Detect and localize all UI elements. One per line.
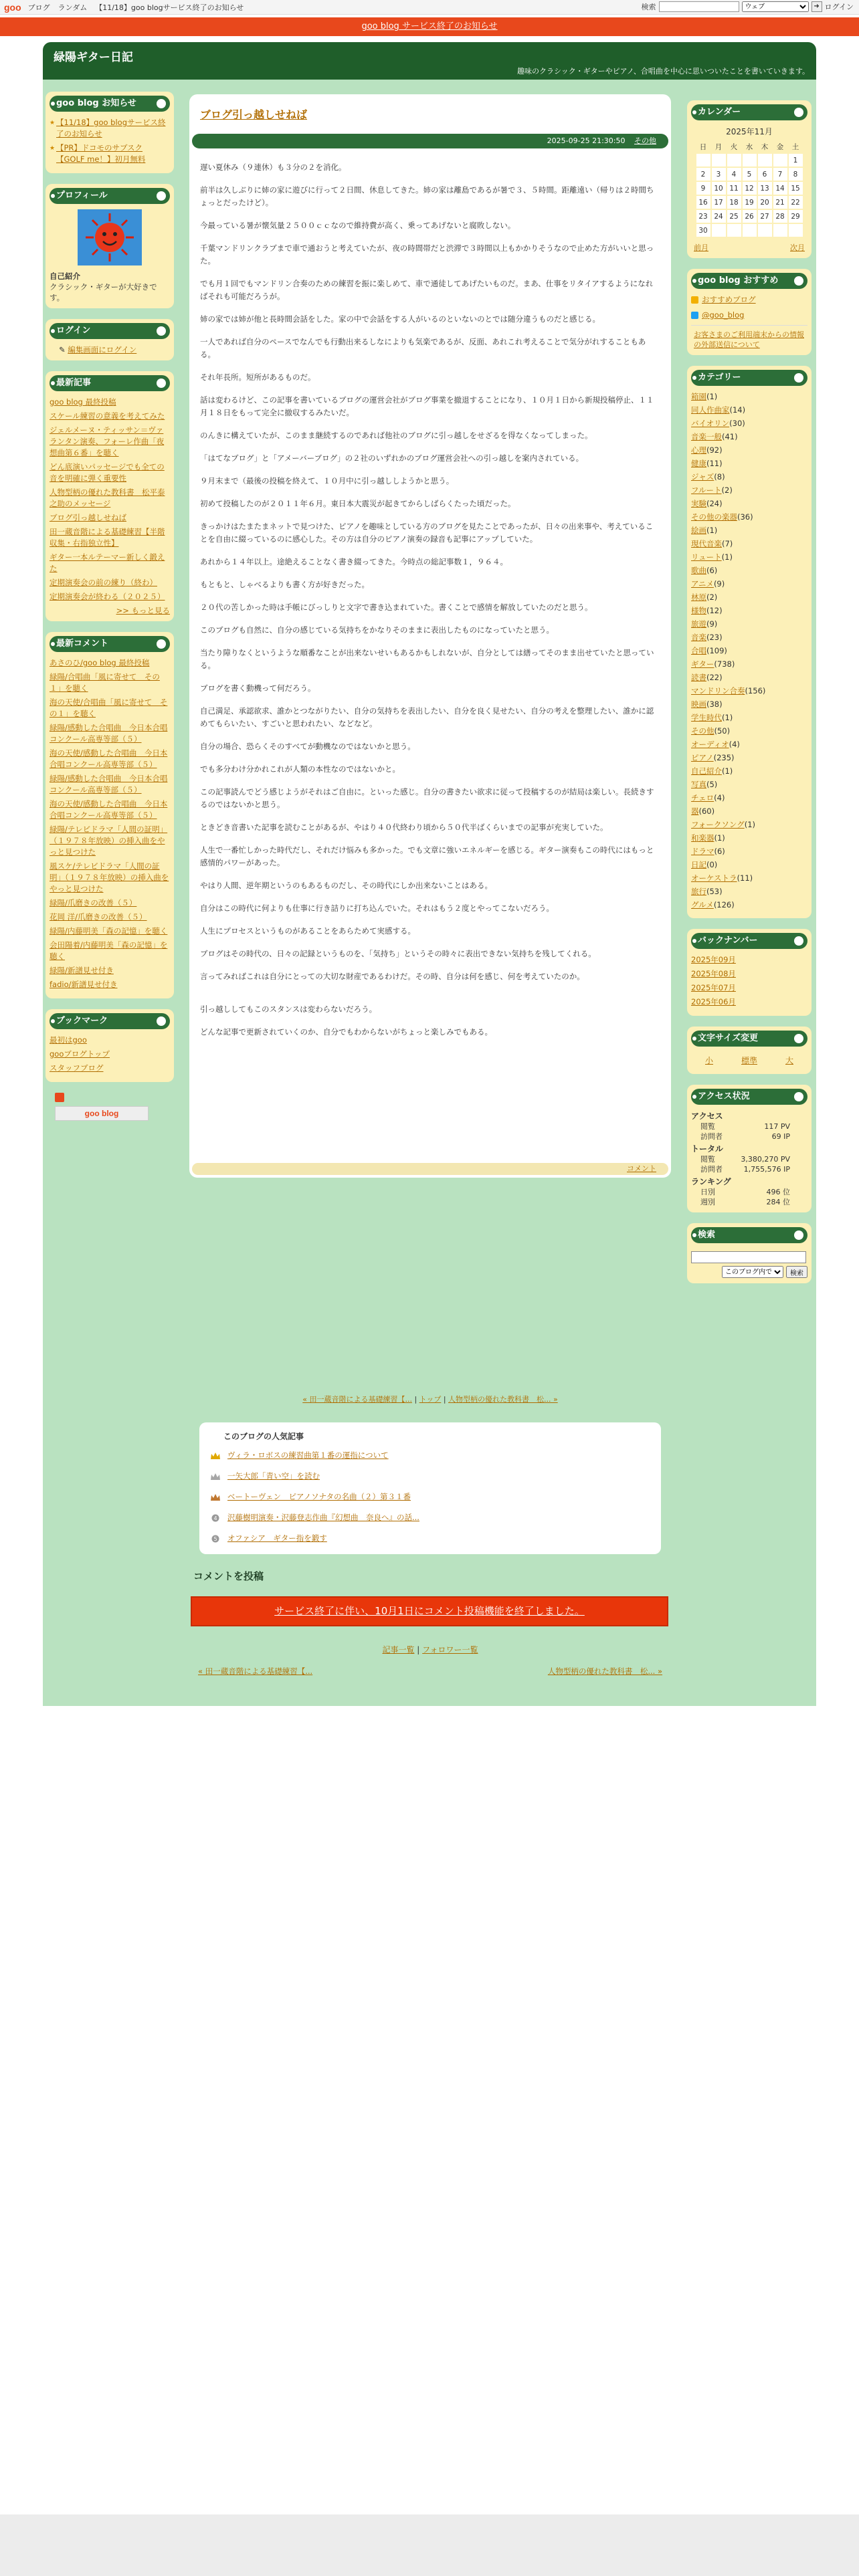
post-paragraph: 前半は久しぶりに姉の家に遊びに行って２日間、休息してきた。姉の家は離島であるが暑で３、５時間。距離遠い（帰りは２時間ちょっとだったけど）。 (200, 185, 654, 207)
category-heading: カテゴリー (691, 370, 807, 386)
post-paragraph: でも多分わけ分かれこれが人類の本性なのではないかと。 (200, 764, 400, 774)
category-item[interactable]: 歌曲(6) (691, 566, 718, 575)
recent-comments-box (45, 632, 174, 998)
category-item[interactable]: ピアノ(235) (691, 753, 735, 762)
category-item[interactable]: オーディオ(4) (691, 740, 740, 749)
svg-text:4: 4 (213, 1515, 217, 1521)
external-info-note[interactable]: お客さまのご利用端末からの情報の外部送信について (691, 325, 807, 350)
comment-item[interactable]: 緑陽/爪磨きの改善（５） (50, 898, 137, 907)
comment-item[interactable]: 緑陽/新譜見せ付き (50, 966, 114, 975)
topbar-search (642, 1, 854, 12)
profile-label: 自己紹介 (50, 272, 80, 281)
login-heading: ログイン (50, 323, 170, 339)
topbar-search-scope[interactable] (742, 1, 809, 12)
category-item[interactable]: ギター(738) (691, 659, 735, 669)
category-item[interactable]: 日記(0) (691, 860, 718, 869)
recent-post-item[interactable]: スケール練習の意義を考えてみた (50, 411, 165, 421)
popular-posts (199, 1422, 661, 1554)
calendar-day[interactable]: 13 (757, 181, 773, 195)
category-item[interactable]: 実験(24) (691, 499, 723, 508)
news-heading: goo blog お知らせ (50, 96, 170, 112)
popular-item[interactable]: 4 沢藤樹明演奏・沢藤登志作曲『幻想曲 奈良へ』の話... (210, 1512, 650, 1523)
bottom-prev-link[interactable]: « 田一蔵音階による基礎練習【... (198, 1667, 313, 1676)
comment-item[interactable]: 海の天使/感動した合唱曲 今日本合唱コンクール高専等部（５） (50, 748, 168, 769)
left-sidebar (45, 92, 174, 1121)
article-list-link[interactable]: 記事一覧 (382, 1645, 415, 1654)
calendar-day (773, 153, 788, 167)
calendar-box (687, 100, 812, 258)
next-post-link[interactable]: 人物型柄の優れた教科書 松... » (448, 1395, 558, 1404)
top-bar (0, 0, 859, 15)
post-footer (192, 1163, 668, 1175)
popular-item[interactable]: 5 オファシア ギター指を鍛す (210, 1533, 650, 1544)
fontsize-box (687, 1027, 812, 1074)
post-meta (192, 134, 668, 148)
svg-text:5: 5 (213, 1535, 217, 1542)
post-paragraph: きっかけはたまたまネットで見つけた、ピアノを趣味としている方のブログを見たことであったが、日々の出来事や、考えていることを自由に綴っているのに感心した。その方は自分のピアノ演奏の録音も記事にアップしていた。 (200, 522, 654, 544)
topbar-link-random[interactable]: ランダム (58, 3, 88, 12)
recent-post-item[interactable]: ブログ引っ越しせねば (50, 513, 126, 522)
calendar-day (727, 153, 742, 167)
category-item[interactable]: 写真(5) (691, 780, 718, 789)
calendar-day[interactable]: 29 (788, 209, 803, 223)
recommend-box (687, 269, 812, 355)
access-subheading: アクセス (691, 1111, 723, 1121)
category-item[interactable]: フルート(2) (691, 486, 733, 495)
calendar-weekday: 月 (714, 143, 723, 151)
category-item[interactable]: 健康(11) (691, 459, 723, 468)
goo-blog-badge[interactable]: goo blog (55, 1106, 149, 1121)
category-item[interactable]: 合唱(109) (691, 646, 727, 655)
news-item[interactable]: ★ 【11/18】goo blogサービス終了のお知らせ (50, 117, 170, 140)
calendar-day (757, 153, 773, 167)
ranking-row: 週別 284 位 (700, 1198, 790, 1206)
comment-item[interactable]: 緑陽/内藤明美「森の記憶」を聴く (50, 926, 168, 936)
post-paragraph: あれから１４年以上。途絶えることなく書き綴ってきた。今時点の総記事数１，９６４。 (200, 557, 508, 566)
post-navigation: « 田一蔵音階による基礎練習【... | トップ | 人物型柄の優れた教科書 松... » (302, 1395, 558, 1404)
post-category-link[interactable]: その他 (634, 136, 656, 145)
news-box (45, 92, 174, 173)
login-row (50, 344, 170, 355)
backnumber-item[interactable]: 2025年09月 (691, 955, 736, 964)
category-item[interactable]: 映画(38) (691, 700, 723, 709)
search-heading: 検索 (691, 1227, 807, 1243)
topbar-link-blog[interactable]: ブログ (27, 3, 50, 12)
category-item[interactable]: グルメ(126) (691, 900, 735, 909)
calendar-weekday: 金 (776, 143, 784, 151)
recommend-item[interactable]: おすすめブログ (691, 294, 807, 306)
bookmark-item[interactable]: 最初はgoo (50, 1035, 87, 1045)
recent-post-item[interactable]: ギター一本ルテーマー新しく鍛えた (50, 552, 165, 573)
backnumber-item[interactable]: 2025年06月 (691, 997, 736, 1006)
category-item[interactable]: アニメ(9) (691, 579, 725, 588)
category-item[interactable]: 器(60) (691, 807, 715, 816)
access-row: 閲覧 117 PV (700, 1122, 790, 1131)
calendar-weekday: 木 (761, 143, 769, 151)
post-paragraph: それ年長所。短所があるものだ。 (200, 372, 316, 382)
popular-item[interactable]: ベートーヴェン ピアノソナタの名曲（２）第３１番 (210, 1491, 650, 1503)
category-item[interactable]: 読書(22) (691, 673, 723, 682)
recent-post-item[interactable]: 人物型柄の優れた教科書 松平泰之助のメッセージ (50, 488, 165, 508)
calendar-day[interactable]: 3 (711, 167, 727, 181)
category-item[interactable]: 旅遊(9) (691, 619, 718, 629)
post-paragraph: 千葉マンドリンクラブまで車で通おうと考えていたが、夜の時間帯だと渋滞で３時間以上もかかりそうなので止めた方がいいと思った。 (200, 243, 654, 265)
category-item[interactable]: その他の楽器(36) (691, 512, 753, 522)
gold-crown-icon (210, 1452, 221, 1460)
post-paragraph: 「はてなブログ」と「アメーバーブログ」の２社のいずれかのブログ運営会社への引っ越しを案内されている。 (200, 453, 584, 463)
article (189, 94, 671, 1178)
post-paragraph: ２０代の苦しかった時は手帳にびっしりと文字で書き込まれていた。書くことで感情を解放していたのだと思う。 (200, 603, 593, 612)
post-paragraph: 自分の場合、恐らくそのすべてが動機なのではないかと思う。 (200, 742, 415, 751)
category-item[interactable]: オーケストラ(11) (691, 873, 753, 883)
post-paragraph: でも月１回でもマンドリン合奏のための練習を振に楽しめて、車で通徒してあげたいものだ。まあ、仕事をリタイアするようになればそれも可能だろうが。 (200, 279, 654, 301)
calendar-weekday: 水 (745, 143, 753, 151)
post-paragraph: ときどき音書いた記事を読むことがあるが、やはり４０代終わり頃から５０代半ばくらいまでの記事が充実していた。 (200, 823, 608, 832)
pencil-icon: ✎ (59, 345, 66, 354)
search-box (687, 1223, 812, 1283)
post-title[interactable]: ブログ引っ越しせねば (200, 108, 308, 121)
calendar-day[interactable]: 14 (773, 181, 788, 195)
calendar-day[interactable]: 17 (711, 195, 727, 209)
post-datetime: 2025-09-25 21:30:50 (547, 136, 626, 145)
calendar-day[interactable]: 5 (742, 167, 757, 181)
calendar-day[interactable]: 15 (788, 181, 803, 195)
calendar-day[interactable]: 16 (696, 195, 711, 209)
rss-icon[interactable] (55, 1093, 64, 1102)
calendar-day[interactable]: 30 (696, 223, 711, 237)
category-item[interactable]: リュート(1) (691, 552, 733, 562)
topbar-search-input[interactable] (659, 1, 739, 12)
fontsize-heading: 文字サイズ変更 (691, 1031, 807, 1047)
comment-item[interactable]: 緑陽/テレビドラマ「人間の証明」（１９７８年放映）の挿入曲をやっと見つけた (50, 825, 168, 857)
blog-search-scope[interactable] (722, 1266, 783, 1278)
calendar-day (727, 223, 742, 237)
category-item[interactable]: バイオリン(30) (691, 419, 745, 428)
right-sidebar (687, 100, 812, 1294)
category-item[interactable]: 音楽(23) (691, 633, 723, 642)
calendar-table (695, 141, 804, 238)
top-link[interactable]: トップ (419, 1395, 442, 1404)
calendar-day (711, 223, 727, 237)
post-paragraph: この記事読んでどう感じようがそれはご自由に。といった感じ。自分の書きたい欲求に従って投稿するのが結局は楽しい。長続きするのではないかと思う。 (200, 787, 654, 809)
calendar-day (696, 153, 711, 167)
category-item[interactable]: 様物(12) (691, 606, 723, 615)
topbar-search-label: 検索 (641, 3, 656, 11)
login-box (45, 319, 174, 360)
service-end-banner (0, 17, 859, 36)
calendar-day[interactable]: 4 (727, 167, 742, 181)
calendar-weekday: 日 (699, 143, 707, 151)
fontsize-normal[interactable]: 標準 (741, 1056, 757, 1065)
comment-form-heading: コメントを投稿 (193, 1570, 264, 1582)
calendar-day (788, 223, 803, 237)
bookmark-heading: ブックマーク (50, 1013, 170, 1029)
news-item[interactable]: ★ 【PR】ドコモのサブスク【GOLF me！】初月無料 (50, 142, 170, 165)
ranking-row: 日別 496 位 (700, 1188, 790, 1196)
bulb-icon (691, 296, 698, 304)
recent-posts-box (45, 371, 174, 621)
blog-description: 趣味のクラシック・ギターやピアノ、合唱曲を中心に思いついたことを書いていきます。 (516, 67, 809, 76)
blog-search-button[interactable]: 検索 (786, 1266, 807, 1278)
post-paragraph: 当たり障りなくというような順番なことが出来ないせいもあるかもしれないが、自分としては繕ってそのまま出せていたと思っている。 (200, 648, 654, 670)
total-subheading: トータル (691, 1144, 724, 1154)
bookmark-item[interactable]: gooブログトップ (50, 1049, 110, 1059)
calendar-day[interactable]: 20 (757, 195, 773, 209)
recent-post-item[interactable]: ジェルメーヌ・ティッサン＝ヴァランタン演奏、フォーレ作曲「夜想曲第６番」を聴く (50, 425, 165, 457)
comment-item[interactable]: 花岡 洋/爪磨きの改善（５） (50, 912, 147, 922)
category-item[interactable]: 和楽器(1) (691, 833, 725, 843)
topbar-link-notice[interactable]: 【11/18】goo blogサービス終了のお知らせ (95, 3, 244, 12)
post-comment-link[interactable]: コメント (627, 1164, 656, 1173)
sun-face-icon (83, 212, 136, 263)
category-item[interactable]: その他(50) (691, 726, 731, 736)
calendar-day (773, 223, 788, 237)
blog-search-input[interactable] (691, 1251, 806, 1263)
post-paragraph: ブログはその時代の、日々の記録というものを、「気持ち」というその時々に表出できない気持ちを残してくれる。 (200, 949, 596, 958)
list-navigation: 記事一覧 | フォロワー一覧 (382, 1645, 478, 1654)
post-paragraph: 引っ越ししてもこのスタンスは変わらないだろう。 (200, 1004, 377, 1014)
post-paragraph: 人生で一番忙しかった時代だし、それだけ悩みも多かった。でも文章に強いエネルギーを感じる。ギター演奏もこの時代にはもっと感情的パワーがあった。 (200, 845, 654, 867)
category-item[interactable]: 自己紹介(1) (691, 766, 733, 776)
recent-post-item[interactable]: 定期演奏会の前の練り（終わ） (50, 578, 157, 587)
category-item[interactable]: チェロ(4) (691, 793, 725, 802)
topbar-login[interactable]: ログイン (824, 3, 854, 11)
category-item[interactable]: 林原(2) (691, 593, 718, 602)
bottom-next-link[interactable]: 人物型柄の優れた教科書 松... » (547, 1667, 662, 1676)
page-footer-area (0, 2514, 859, 2576)
calendar-month: 2025年11月 (726, 127, 773, 136)
category-item[interactable]: 箱園(1) (691, 392, 718, 401)
comment-item[interactable]: fadio/新譜見せ付き (50, 980, 118, 989)
blog-header (43, 42, 816, 80)
blog-title[interactable]: 緑陽ギター日記 (54, 51, 133, 64)
calendar-day[interactable]: 10 (711, 181, 727, 195)
post-paragraph: もともと、しゃべるよりも書く方が好きだった。 (200, 580, 369, 589)
calendar-day (757, 223, 773, 237)
category-item[interactable]: 旅行(53) (691, 887, 723, 896)
recent-post-item[interactable]: どん底演いパッセージでも全ての音を明確に弾く重要性 (50, 462, 165, 483)
category-item[interactable]: 音楽一般(41) (691, 432, 738, 441)
recent-post-item[interactable]: 田一蔵音階による基礎練習【半階収集・右指独立性】 (50, 527, 165, 548)
calendar-day[interactable]: 1 (788, 153, 803, 167)
recent-post-item[interactable]: 定期演奏会が終わる（２０２５） (50, 592, 165, 601)
follower-list-link[interactable]: フォロワー一覧 (422, 1645, 478, 1654)
recommend-heading: goo blog おすすめ (691, 273, 807, 289)
calendar-day[interactable]: 27 (757, 209, 773, 223)
search-icon[interactable]: ➜ (812, 1, 822, 12)
category-item[interactable]: 絵画(1) (691, 526, 718, 535)
calendar-day[interactable]: 8 (788, 167, 803, 181)
calendar-day[interactable]: 26 (742, 209, 757, 223)
comment-item[interactable]: 海の天使/感動した合唱曲 今日本合唱コンクール高専等部（５） (50, 799, 168, 820)
total-row: 閲覧 3,380,270 PV (700, 1155, 790, 1164)
fontsize-large[interactable]: 大 (785, 1056, 793, 1065)
calendar-day (742, 153, 757, 167)
access-row: 訪問者 69 IP (700, 1132, 790, 1141)
silver-crown-icon (210, 1473, 221, 1481)
calendar-prev[interactable]: 前月 (694, 243, 708, 252)
recommend-item[interactable]: @goo_blog (691, 310, 807, 321)
post-paragraph: 自分はこの時代に何よりも仕事に行き詰りに打ち込んでいた。それはもう２度とやってこないだろう。 (200, 903, 554, 913)
comment-item[interactable]: あさのひ/goo blog 最終投稿 (50, 658, 150, 667)
calendar-day (711, 153, 727, 167)
prev-post-link[interactable]: « 田一蔵音階による基礎練習【... (302, 1395, 412, 1404)
profile-box (45, 184, 174, 308)
rank-4-icon (210, 1514, 221, 1522)
category-item[interactable]: ドラマ(6) (691, 847, 725, 856)
post-paragraph: 今最っている暑が懐気量２５００ｃｃなので維持費が高く、乗ってあげないと腐敗しない。 (200, 221, 516, 230)
bookmark-item[interactable]: スタッフブログ (50, 1063, 104, 1073)
ranking-subheading: ランキング (691, 1177, 731, 1186)
service-end-link[interactable]: goo blog サービス終了のお知らせ (361, 21, 498, 31)
post-paragraph: 初めて投稿したのが２０１１年６月。東日本大震災が起きてからしばらくたった頃だった。 (200, 499, 516, 508)
comment-item[interactable]: 緑陽/感動した合唱曲 今日本合唱コンクール高専等部（５） (50, 774, 168, 794)
calendar-day[interactable]: 9 (696, 181, 711, 195)
calendar-next[interactable]: 次月 (790, 243, 805, 252)
goo-logo[interactable]: goo (4, 1, 21, 13)
popular-item[interactable]: ヴィラ・ロボスの練習曲第１番の運指について (210, 1450, 650, 1461)
comment-item[interactable]: 海の天使/合唱曲「風に寄せて その１」を聴く (50, 697, 168, 718)
calendar-day (742, 223, 757, 237)
access-box (687, 1085, 812, 1212)
calendar-day[interactable]: 18 (727, 195, 742, 209)
category-item[interactable]: 心理(92) (691, 445, 723, 455)
backnumber-item[interactable]: 2025年07月 (691, 983, 736, 992)
calendar-day[interactable]: 11 (727, 181, 742, 195)
post-paragraph: のんきに構えていたが、このまま継続するのであれば他社のブログに引っ越しをせざるを得なくなってしまった。 (200, 431, 593, 440)
profile-heading: プロフィール (50, 188, 170, 204)
avatar (78, 209, 142, 265)
comments-closed-notice[interactable]: サービス終了に伴い、10月1日にコメント投稿機能を終了しました。 (191, 1596, 668, 1626)
total-row: 訪問者 1,755,576 IP (700, 1165, 790, 1174)
recent-heading: 最新記事 (50, 375, 170, 391)
category-item[interactable]: 現代音楽(7) (691, 539, 733, 548)
category-item[interactable]: 学生時代(1) (691, 713, 733, 722)
calendar-day[interactable]: 22 (788, 195, 803, 209)
popular-heading: このブログの人気記事 (223, 1432, 304, 1441)
comment-item[interactable]: 会田陽着/内藤明美「森の記憶」を聴く (50, 940, 168, 961)
calendar-day[interactable]: 21 (773, 195, 788, 209)
post-paragraph: 言ってみればこれは自分にとっての大切な財産であるわけだ。その時、自分は何を感じ、何を考えていたのか。 (200, 972, 585, 981)
post-paragraph: 自己満足、承認欲求、誰かとつながりたい、自分の気持ちを表出したい、自分を良く見せたい、自分の考えを整理したい、誰かに認めてもらいたい、すごいと思われたい、などなど。 (200, 706, 654, 728)
twitter-icon (691, 312, 698, 319)
category-item[interactable]: ジャズ(8) (691, 472, 725, 481)
category-box (687, 366, 812, 918)
backnumber-item[interactable]: 2025年08月 (691, 969, 736, 978)
post-paragraph: 人生にプロセスというものがあることをあらためて実感する。 (200, 926, 415, 936)
calendar-day[interactable]: 23 (696, 209, 711, 223)
backnumber-box (687, 929, 812, 1016)
bookmark-box (45, 1009, 174, 1082)
post-paragraph: 遅い夏休み（９連休）も３分の２を消化。 (200, 163, 347, 172)
post-body (200, 161, 660, 1049)
recent-post-item[interactable]: goo blog 最終投稿 (50, 397, 116, 407)
calendar-day[interactable]: 24 (711, 209, 727, 223)
post-paragraph: やはり人間、逆年期というのもあるものだし、その時代にしか出来ないことはある。 (200, 881, 492, 890)
comment-item[interactable]: 緑陽/感動した合唱曲 今日本合唱コンクール高専等部（５） (50, 723, 168, 744)
category-item[interactable]: マンドリン合奏(156) (691, 686, 766, 695)
rank-5-icon (210, 1535, 221, 1543)
calendar-day[interactable]: 25 (727, 209, 742, 223)
comments-heading: 最新コメント (50, 636, 170, 652)
calendar-day[interactable]: 12 (742, 181, 757, 195)
comment-item[interactable]: 緑陽/合唱曲「風に寄せて その１」を聴く (50, 672, 160, 693)
popular-item[interactable]: 一矢大郎「青い空」を読む (210, 1471, 650, 1482)
backnumber-heading: バックナンバー (691, 933, 807, 949)
comment-item[interactable]: 風スケ/テレビドラマ「人間の証明」（１９７８年放映）の挿入曲をやっと見つけた (50, 861, 169, 893)
calendar-day[interactable]: 28 (773, 209, 788, 223)
category-item[interactable]: 同人作曲家(14) (691, 405, 746, 415)
calendar-heading: カレンダー (691, 104, 807, 120)
profile-text: クラシック・ギターが大好きです。 (50, 282, 157, 302)
category-item[interactable]: フォークソング(1) (691, 820, 755, 829)
post-paragraph: 一人であれば自分のペースでなんでも行動出来るしなによりも気楽であるが、反面、あれこれ考えることで気分がれすることもある。 (200, 337, 646, 359)
fontsize-small[interactable]: 小 (704, 1056, 713, 1065)
bottom-post-navigation (198, 1666, 662, 1677)
access-heading: アクセス状況 (691, 1089, 807, 1105)
post-paragraph: 話は変わるけど、この記事を書いているブログの運営会社がブログ事業を撤退することになり、１０月１日から新規投稿停止、１１月１８日をもって完全に撤収するみたいだ。 (200, 395, 654, 417)
bronze-crown-icon (210, 1493, 221, 1501)
post-paragraph: どんな記事で更新されていくのか、自分でもわからないがちょっと楽しみでもある。 (200, 1027, 492, 1037)
more-posts-link[interactable]: >> もっと見る (116, 606, 170, 615)
post-paragraph: 姉の家では姉が他と長時間会話をした。家の中で会話をする人がいるのといないのとでは随分違うものだと感じる。 (200, 314, 600, 324)
post-paragraph: このブログも自然に、自分の感じている気持ちをかなりそのままに表出したものになっていたと思う。 (200, 625, 554, 635)
calendar-day[interactable]: 2 (696, 167, 711, 181)
calendar-weekday: 火 (730, 143, 738, 151)
calendar-day[interactable]: 6 (757, 167, 773, 181)
calendar-weekday: 土 (791, 143, 799, 151)
post-paragraph: ブログを書く動機って何だろう。 (200, 683, 316, 693)
calendar-day[interactable]: 7 (773, 167, 788, 181)
calendar-day[interactable]: 19 (742, 195, 757, 209)
post-paragraph: ９月末まで（最後の投稿を終えて、１０月中に引っ越ししようかと思う。 (200, 476, 454, 486)
admin-login-link[interactable]: 編集画面にログイン (68, 345, 137, 354)
